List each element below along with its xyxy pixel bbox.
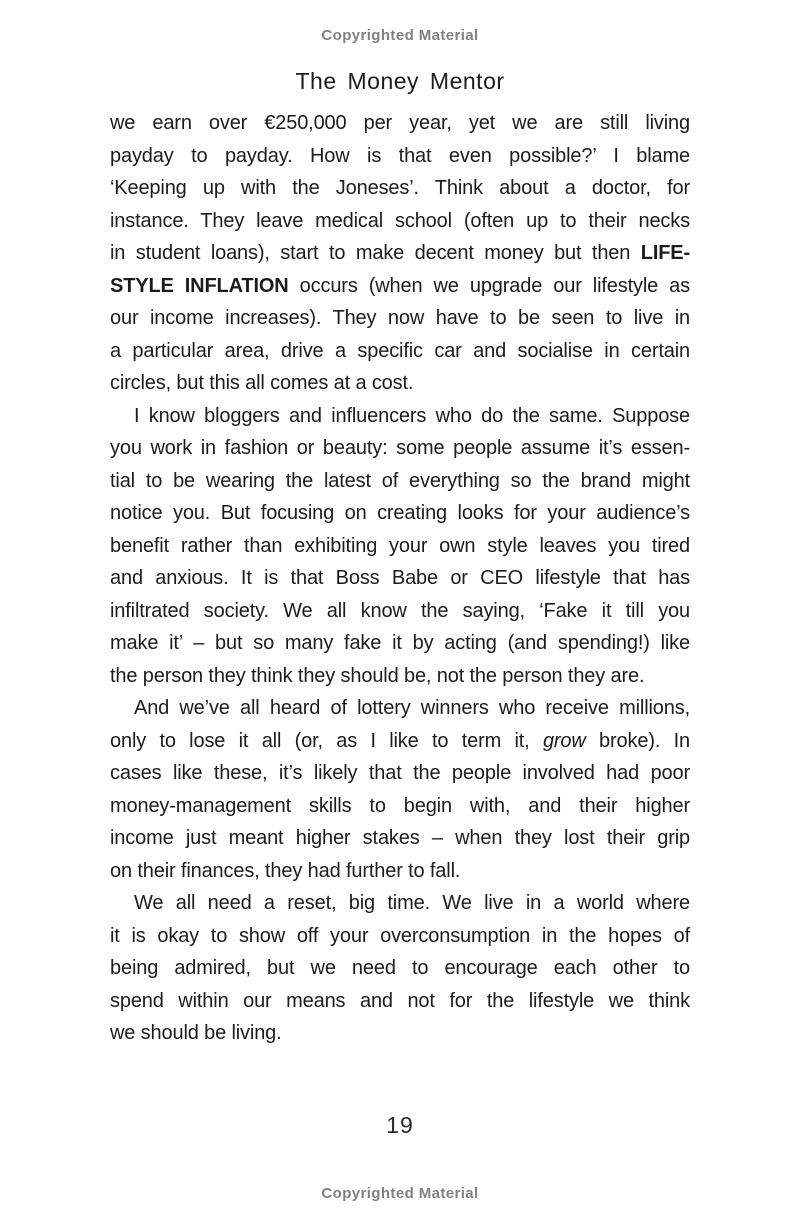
text-segment: I know bloggers and influencers who do the same. Suppose bbox=[134, 404, 690, 427]
text-segment: we should be living. bbox=[110, 1022, 282, 1044]
text-line bbox=[110, 432, 690, 465]
bold-text: STYLE INFLATION bbox=[110, 274, 289, 297]
text-line bbox=[110, 367, 690, 400]
text-segment: being admired, but we need to encourage each other to bbox=[110, 957, 690, 979]
text-segment: infiltrated society. We all know the saying, ‘Fake it till you bbox=[110, 599, 690, 622]
text-segment: make it’ – but so many fake it by acting (and spending!) like bbox=[110, 632, 690, 654]
text-line bbox=[110, 855, 690, 888]
text-segment: only to lose it all (or, as I like to term it, bbox=[110, 729, 543, 752]
text-segment: benefit rather than exhibiting your own style leaves you tired bbox=[110, 534, 690, 557]
text-segment: We all need a reset, big time. We live in a world where bbox=[134, 892, 690, 914]
text-segment: instance. They leave medical school (often up to their necks bbox=[110, 209, 690, 232]
text-line bbox=[110, 1017, 690, 1050]
text-segment: the person they think they should be, not the person they are. bbox=[110, 664, 645, 687]
text-line bbox=[110, 692, 690, 725]
text-segment: tial to be wearing the latest of everything so the brand might bbox=[110, 469, 690, 492]
text-line bbox=[110, 107, 690, 140]
text-line bbox=[110, 302, 690, 335]
text-segment: and anxious. It is that Boss Babe or CEO lifestyle that has bbox=[110, 567, 690, 589]
text-segment: ‘Keeping up with the Joneses’. Think about a doctor, for bbox=[110, 177, 690, 199]
copyright-watermark-bottom: Copyrighted Material bbox=[321, 1185, 479, 1202]
text-line bbox=[110, 985, 690, 1018]
text-segment: in student loans), start to make decent money but then bbox=[110, 242, 641, 264]
italic-text: grow bbox=[542, 729, 586, 752]
text-line bbox=[110, 140, 690, 173]
text-segment: circles, but this all comes at a cost. bbox=[110, 372, 414, 394]
text-line bbox=[110, 205, 690, 238]
bold-text: LIFE- bbox=[640, 242, 690, 264]
text-line bbox=[110, 757, 690, 790]
body-text bbox=[110, 107, 690, 1050]
text-line bbox=[110, 400, 690, 433]
text-line bbox=[110, 172, 690, 205]
text-line bbox=[110, 790, 690, 823]
running-head: The Money Mentor bbox=[295, 68, 505, 94]
text-line bbox=[110, 335, 690, 368]
page-number: 19 bbox=[386, 1112, 414, 1138]
text-segment: our income increases). They now have to be seen to live in bbox=[110, 307, 690, 329]
text-line bbox=[110, 595, 690, 628]
text-segment: money-management skills to begin with, and their higher bbox=[110, 794, 690, 817]
text-line bbox=[110, 627, 690, 660]
text-line bbox=[110, 822, 690, 855]
text-segment: And we’ve all heard of lottery winners who receive millions, bbox=[134, 697, 690, 719]
text-segment: spend within our means and not for the lifestyle we think bbox=[110, 989, 690, 1012]
text-segment: occurs (when we upgrade our lifestyle as bbox=[288, 274, 690, 297]
text-segment: payday to payday. How is that even possible?’ I blame bbox=[110, 144, 690, 167]
text-segment: it is okay to show off your overconsumption in the hopes of bbox=[110, 924, 690, 947]
text-segment: you work in fashion or beauty: some people assume it’s essen- bbox=[110, 437, 690, 459]
text-segment: broke). In bbox=[585, 729, 690, 752]
text-segment: income just meant higher stakes – when they lost their grip bbox=[110, 827, 690, 849]
text-line bbox=[110, 270, 690, 303]
text-line bbox=[110, 920, 690, 953]
text-line bbox=[110, 530, 690, 563]
text-segment: notice you. But focusing on creating looks for your audience’s bbox=[110, 502, 690, 524]
text-segment: cases like these, it’s likely that the people involved had poor bbox=[110, 762, 690, 784]
text-line bbox=[110, 497, 690, 530]
text-line bbox=[110, 237, 690, 270]
text-line bbox=[110, 952, 690, 985]
text-line bbox=[110, 725, 690, 758]
text-line bbox=[110, 562, 690, 595]
copyright-watermark-top: Copyrighted Material bbox=[321, 27, 479, 44]
text-line bbox=[110, 660, 690, 693]
text-segment: a particular area, drive a specific car and socialise in certain bbox=[110, 339, 690, 362]
text-line bbox=[110, 465, 690, 498]
text-segment: on their finances, they had further to fall. bbox=[110, 859, 461, 882]
text-segment: we earn over €250,000 per year, yet we are still living bbox=[110, 112, 690, 134]
text-line bbox=[110, 887, 690, 920]
